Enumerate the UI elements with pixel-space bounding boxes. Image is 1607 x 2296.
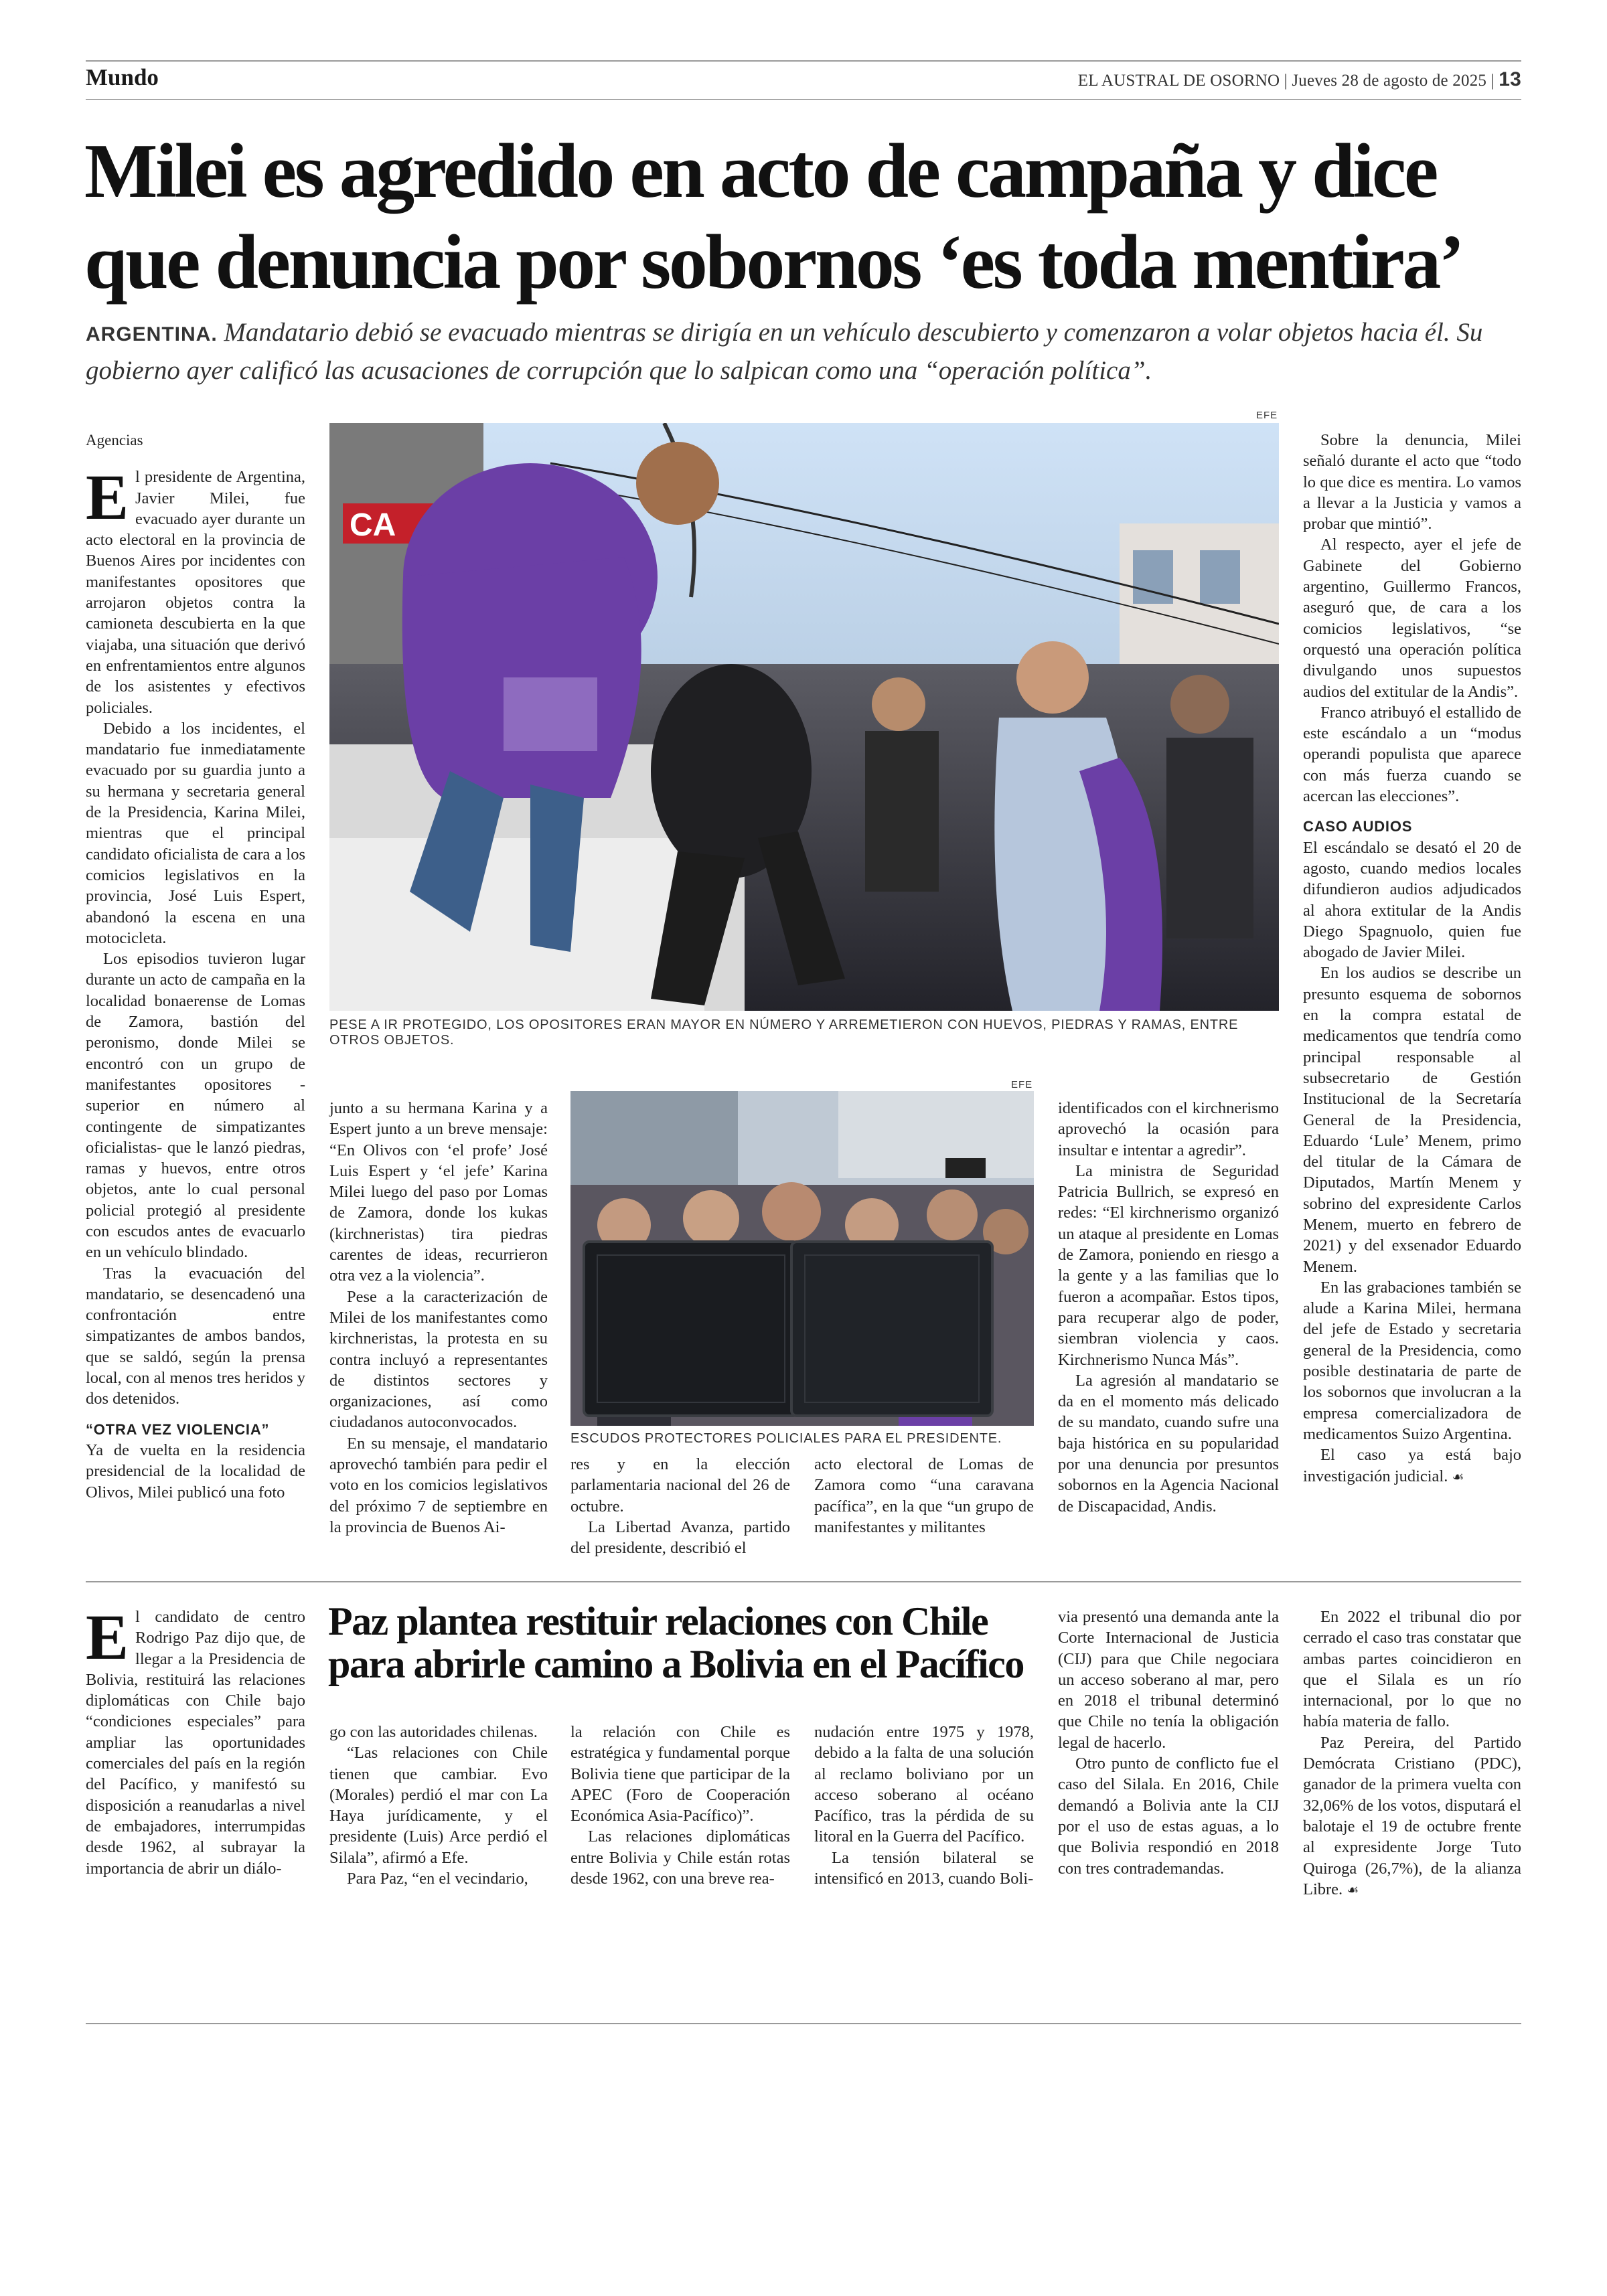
lead-text: l candidato de centro Rodrigo Paz dijo que, de llegar a la Presidencia de Bolivia, restituirá las relaciones diplomáticas con Chile bajo “condiciones especiales” para ampliar las oportunidades comerciales del país en la región del Pacífico, y manifestó su disposición a reanudarlas a nivel de embajadores, interrumpidas desde 1962, al subrayar la importancia de abrir un diálo- (86, 1608, 305, 1878)
second-column-2 (329, 1722, 548, 1889)
masthead: EL AUSTRAL DE OSORNO | Jueves 28 de agosto de 2025 | 13 (1077, 68, 1521, 90)
newspaper-name: EL AUSTRAL DE OSORNO (1077, 72, 1280, 90)
paragraph: La Libertad Avanza, partido del presidente, describió el (570, 1518, 790, 1558)
page-number: 13 (1499, 68, 1521, 90)
paragraph: En las grabaciones también se alude a Karina Milei, hermana del jefe de Estado y secretaria general de la Presidencia, como posible destinataria de parte de los sobornos que involucran a la empresa comercializadora de medicamentos Suizo Argentina. (1303, 1278, 1521, 1443)
deck-tag: ARGENTINA. (86, 323, 218, 345)
paragraph: Al respecto, ayer el jefe de Gabinete del Gobierno argentino, Guillermo Francos, aseguró que, de cara a los comicios legislativos, “se orquestó una operación política divulgando unos supuestos audios del extitular de la Andis”. (1303, 536, 1521, 701)
issue-date: Jueves 28 de agosto de 2025 (1292, 72, 1487, 90)
paragraph: La ministra de Seguridad Patricia Bullrich, se expresó en redes: “El kirchnerismo organizó un ataque al presidente en Lomas de Zamora, poniendo en riesgo a la gente y a las familias que lo fueron a acompañar. Estos tipos, para recuperar algo de poder, siembran violencia y caos. Kirchnerismo Nunca Más”. (1058, 1161, 1279, 1369)
main-column-3 (570, 1454, 790, 1558)
paragraph: Debido a los incidentes, el mandatario fue inmediatamente evacuado por su guardia junto a su hermana y secretaria general de la Presidencia, Karina Milei, mientras que el principal candidato oficialista de cara a los comicios legislativos en la provincia, José Luis Espert, abandonó la escena en una motocicleta. (86, 719, 305, 947)
paragraph: “Las relaciones con Chile tienen que cambiar. Evo (Morales) perdió el mar con La Haya jurídicamente, y el presidente (Luis) Arce perdió el Silala”, afirmó a Efe. (329, 1744, 548, 1867)
closing-text: Paz Pereira, del Partido Demócrata Cristiano (PDC), ganador de la primera vuelta con 32,06% de los votos, disputará el balotaje el 19 de octubre frente al expresidente Jorge Tuto Quiroga (26,7%), de la alianza Libre. (1303, 1733, 1521, 1898)
paragraph: junto a su hermana Karina y a Espert junto a un breve mensaje: “En Olivos con ‘el profe’ José Luis Espert y ‘el jefe’ Karina Milei luego del paso por Lomas de Zamora, donde los kukas (kirchneristas) tira piedras carentes de ideas, recurrieron otra vez a la violencia”. (329, 1099, 548, 1285)
end-mark-icon: ☙ (1347, 1881, 1359, 1898)
paragraph: res y en la elección parlamentaria nacional del 26 de octubre. (570, 1455, 790, 1515)
paragraph: El escándalo se desató el 20 de agosto, cuando medios locales difundieron audios adjudicados al ahora extitular de la Andis Diego Spagnuolo, quien fue abogado de Javier Milei. (1303, 838, 1521, 962)
second-column-5 (1058, 1607, 1279, 1879)
secondary-photo-image (570, 1091, 1034, 1426)
main-column-6 (1303, 430, 1521, 1487)
paragraph: En 2022 el tribunal dio por cerrado el caso tras constatar que ambas partes coincidieron en que el Silala es un río internacional, por lo que no había materia de fallo. (1303, 1608, 1521, 1731)
paragraph: La tensión bilateral se intensificó en 2013, cuando Boli- (814, 1848, 1034, 1888)
second-column-3 (570, 1722, 790, 1889)
main-headline: Milei es agredido en acto de campaña y dice que denuncia por sobornos ‘es toda mentira’ (84, 129, 1462, 305)
secondary-photo (570, 1091, 1034, 1426)
byline: Agencias (86, 432, 143, 448)
paragraph: Franco atribuyó el estallido de este escándalo a un “modus operandi populista que aparece con más fuerza cuando se acercan las elecciones”. (1303, 703, 1521, 806)
closing-text: El caso ya está bajo investigación judicial. (1303, 1446, 1521, 1485)
paragraph: identificados con el kirchnerismo aprovechó la ocasión para insultar e intentar a agredir”. (1058, 1099, 1279, 1159)
main-photo-caption: PESE A IR PROTEGIDO, LOS OPOSITORES ERAN MAYOR EN NÚMERO Y ARREMETIERON CON HUEVOS, PIEDRAS Y RAMAS, ENTRE OTROS OBJETOS. (329, 1017, 1239, 1048)
paragraph: En su mensaje, el mandatario aprovechó también para pedir el voto en los comicios legislativos del próximo 7 de septiembre en la provincia de Buenos Ai- (329, 1434, 548, 1536)
paragraph: go con las autoridades chilenas. (329, 1723, 538, 1741)
secondary-photo-caption: ESCUDOS PROTECTORES POLICIALES PARA EL PRESIDENTE. (570, 1431, 1002, 1446)
top-rule (86, 60, 1521, 62)
main-column-4 (814, 1454, 1034, 1538)
street-sign-text: CA (350, 507, 396, 543)
main-photo (329, 423, 1279, 1011)
paragraph: Sobre la denuncia, Milei señaló durante el acto que “todo lo que dice es mentira. Lo vamos a llevar a la Justicia y vamos a probar que mintió”. (1303, 431, 1521, 534)
paragraph: Otro punto de conflicto fue el caso del Silala. En 2016, Chile demandó a Bolivia ante la CIJ por el uso de estas aguas, a lo que Bolivia respondió en 2018 con tres contrademandas. (1058, 1754, 1279, 1878)
paragraph (1303, 1445, 1521, 1487)
second-headline: Paz plantea restituir relaciones con Chile para abrirle camino a Bolivia en el Pacífico (328, 1599, 1024, 1686)
lead-paragraph (86, 1601, 305, 1879)
paragraph: nudación entre 1975 y 1978, debido a la falta de una solución al reclamo boliviano por un acceso soberano al océano Pacífico, tras la pérdida de su litoral en la Guerra del Pacífico. (814, 1723, 1034, 1846)
lead-paragraph (86, 461, 305, 718)
subhead: CASO AUDIOS (1303, 818, 1413, 835)
story-divider (86, 1581, 1521, 1582)
main-column-2 (329, 1098, 548, 1538)
paragraph: Las relaciones diplomáticas entre Bolivia y Chile están rotas desde 1962, con una breve rea- (570, 1827, 790, 1888)
subhead: “OTRA VEZ VIOLENCIA” (86, 1420, 270, 1438)
header-rule (86, 99, 1521, 100)
main-deck (86, 315, 1525, 389)
paragraph: En los audios se describe un presunto esquema de sobornos en la compra estatal de medicamentos que tendría como principal responsable al subsecretario de Gestión Institucional de la Secretaría General de la Presidencia, Eduardo ‘Lule’ Menem, primo del titular de la Cámara de Diputados, Martín Menem y sobrino del expresidente Carlos Menem, muerto en febrero de 2021) y del exsenador Eduardo Menem. (1303, 964, 1521, 1276)
main-column-1 (86, 430, 305, 1503)
photo-credit: EFE (1256, 410, 1278, 421)
drop-cap: E (86, 461, 129, 534)
paragraph: Tras la evacuación del mandatario, se desencadenó una confrontación entre simpatizantes de ambos bandos, que se saldó, según la prensa local, con al menos tres heridos y dos detenidos. (86, 1264, 305, 1408)
second-column-6 (1303, 1607, 1521, 1900)
bottom-rule (86, 2023, 1521, 2024)
paragraph: la relación con Chile es estratégica y fundamental porque Bolivia tiene que participar de la APEC (Foro de Cooperación Económica Asia-Pacífico)”. (570, 1723, 790, 1825)
photo2-credit: EFE (1011, 1079, 1033, 1090)
drop-cap: E (86, 1601, 129, 1673)
paragraph: Los episodios tuvieron lugar durante un acto de campaña en la localidad bonaerense de Lomas de Zamora, bastión del peronismo, donde Milei se encontró con un grupo de manifestantes opositores -superior en número al contingente de simpatizantes oficialistas- que le lanzó piedras, ramas y huevos, entre otros objetos, ante lo cual personal policial protegió al presidente con escudos antes de evacuarlo en un vehículo blindado. (86, 950, 305, 1262)
paragraph: Pese a la caracterización de Milei de los manifestantes como kirchneristas, la protesta en su contra incluyó a representantes de distintos sectores y organizaciones, así como ciudadanos autoconvocados. (329, 1287, 548, 1432)
paragraph: via presentó una demanda ante la Corte Internacional de Justicia (CIJ) para que Chile negociara un acceso soberano al mar, pero en 2018 el tribunal determinó que Chile no tenía la obligación legal de hacerlo. (1058, 1608, 1279, 1752)
lead-text: l presidente de Argentina, Javier Milei, fue evacuado ayer durante un acto electoral en la provincia de Buenos Aires por incidentes con manifestantes opositores que arrojaron objetos contra la camioneta descubierta en la que viajaba, una situación que derivó en enfrentamientos entre algunos de los asistentes y efectivos policiales. (86, 468, 305, 717)
paragraph: acto electoral de Lomas de Zamora como “una caravana pacífica”, en la que “un grupo de manifestantes y militantes (814, 1455, 1034, 1536)
section-label: Mundo (86, 64, 159, 90)
paragraph: Ya de vuelta en la residencia presidencial de la localidad de Olivos, Milei publicó una foto (86, 1441, 305, 1501)
paragraph: La agresión al mandatario se da en el momento más delicado de su mandato, cuando sufre una baja histórica en su popularidad por una denuncia por presuntos sobornos en la Agencia Nacional de Discapacidad, Andis. (1058, 1371, 1279, 1515)
second-column-4 (814, 1722, 1034, 1889)
main-photo-image (329, 423, 1279, 1011)
paragraph: Para Paz, “en el vecindario, (347, 1870, 528, 1888)
main-column-5 (1058, 1098, 1279, 1517)
deck-text: Mandatario debió se evacuado mientras se dirigía en un vehículo descubierto y comenzaron a volar objetos hacia él. Su gobierno ayer calificó las acusaciones de corrupción que lo salpican como una “operación política”. (86, 318, 1483, 385)
second-column-1 (86, 1601, 305, 1879)
paragraph (1303, 1732, 1521, 1900)
end-mark-icon: ☙ (1452, 1468, 1464, 1485)
